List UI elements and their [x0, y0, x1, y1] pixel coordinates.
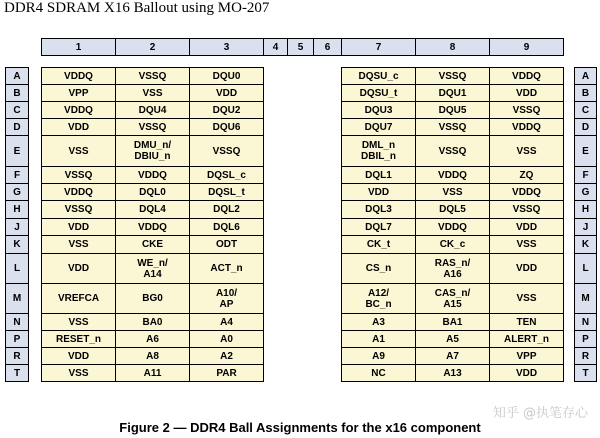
column-header-5: 5 — [287, 38, 314, 56]
row-label-right-D: D — [574, 118, 597, 136]
ball-J1: VDD — [41, 218, 116, 236]
ball-L7: CS_n — [341, 253, 416, 284]
ball-N8: BA1 — [415, 313, 490, 331]
ball-F3: DQSL_c — [189, 166, 264, 184]
row-label-left-F: F — [5, 166, 29, 184]
row-label-left-A: A — [5, 67, 29, 85]
ball-M3: A10/ AP — [189, 283, 264, 314]
row-label-right-A: A — [574, 67, 597, 85]
ball-R7: A9 — [341, 347, 416, 365]
ball-H7: DQL3 — [341, 200, 416, 219]
row-label-left-L: L — [5, 253, 29, 284]
ball-A2: VSSQ — [115, 67, 190, 85]
ball-T7: NC — [341, 364, 416, 382]
column-header-2: 2 — [115, 38, 190, 56]
ball-C1: VDDQ — [41, 101, 116, 119]
row-label-left-H: H — [5, 200, 29, 219]
ball-B8: DQU1 — [415, 84, 490, 102]
ball-P1: RESET_n — [41, 330, 116, 348]
ball-N2: BA0 — [115, 313, 190, 331]
ball-H1: VSSQ — [41, 200, 116, 219]
ball-D8: VSSQ — [415, 118, 490, 136]
ball-L3: ACT_n — [189, 253, 264, 284]
ball-E3: VSSQ — [189, 135, 264, 167]
ball-R9: VPP — [489, 347, 564, 365]
ball-M2: BG0 — [115, 283, 190, 314]
ball-J7: DQL7 — [341, 218, 416, 236]
ball-P8: A5 — [415, 330, 490, 348]
ball-A9: VDDQ — [489, 67, 564, 85]
ball-F9: ZQ — [489, 166, 564, 184]
ball-D9: VDDQ — [489, 118, 564, 136]
ball-K8: CK_c — [415, 235, 490, 254]
ball-G1: VDDQ — [41, 183, 116, 201]
column-header-6: 6 — [313, 38, 342, 56]
ball-C8: DQU5 — [415, 101, 490, 119]
column-header-3: 3 — [189, 38, 264, 56]
ball-L8: RAS_n/ A16 — [415, 253, 490, 284]
ball-L1: VDD — [41, 253, 116, 284]
ball-C9: VSSQ — [489, 101, 564, 119]
column-header-4: 4 — [263, 38, 288, 56]
row-label-left-J: J — [5, 218, 29, 236]
row-label-right-C: C — [574, 101, 597, 119]
ball-T9: VDD — [489, 364, 564, 382]
column-header-1: 1 — [41, 38, 116, 56]
row-label-right-P: P — [574, 330, 597, 348]
ball-A8: VSSQ — [415, 67, 490, 85]
ball-C7: DQU3 — [341, 101, 416, 119]
ball-C2: DQU4 — [115, 101, 190, 119]
ball-P7: A1 — [341, 330, 416, 348]
row-label-right-G: G — [574, 183, 597, 201]
ball-P3: A0 — [189, 330, 264, 348]
row-label-left-B: B — [5, 84, 29, 102]
ball-R3: A2 — [189, 347, 264, 365]
ball-A3: DQU0 — [189, 67, 264, 85]
ball-F2: VDDQ — [115, 166, 190, 184]
ball-M8: CAS_n/ A15 — [415, 283, 490, 314]
ball-P9: ALERT_n — [489, 330, 564, 348]
row-label-left-D: D — [5, 118, 29, 136]
ball-J3: DQL6 — [189, 218, 264, 236]
ball-A7: DQSU_c — [341, 67, 416, 85]
ball-N1: VSS — [41, 313, 116, 331]
row-label-left-N: N — [5, 313, 29, 331]
ball-J9: VDD — [489, 218, 564, 236]
ball-B1: VPP — [41, 84, 116, 102]
ball-R8: A7 — [415, 347, 490, 365]
ball-K7: CK_t — [341, 235, 416, 254]
ball-K2: CKE — [115, 235, 190, 254]
ball-E7: DML_n DBIL_n — [341, 135, 416, 167]
ball-B3: VDD — [189, 84, 264, 102]
row-label-left-E: E — [5, 135, 29, 167]
ball-N7: A3 — [341, 313, 416, 331]
ball-F8: VDDQ — [415, 166, 490, 184]
row-label-left-P: P — [5, 330, 29, 348]
ball-N3: A4 — [189, 313, 264, 331]
ball-T3: PAR — [189, 364, 264, 382]
ball-L2: WE_n/ A14 — [115, 253, 190, 284]
ball-K3: ODT — [189, 235, 264, 254]
ball-K9: VSS — [489, 235, 564, 254]
row-label-right-E: E — [574, 135, 597, 167]
ball-B2: VSS — [115, 84, 190, 102]
row-label-left-K: K — [5, 235, 29, 254]
ball-R2: A8 — [115, 347, 190, 365]
ball-D3: DQU6 — [189, 118, 264, 136]
ball-M7: A12/ BC_n — [341, 283, 416, 314]
ball-D2: VSSQ — [115, 118, 190, 136]
row-label-right-R: R — [574, 347, 597, 365]
row-label-left-M: M — [5, 283, 29, 314]
row-label-right-H: H — [574, 200, 597, 219]
ball-B7: DQSU_t — [341, 84, 416, 102]
ball-H9: VSSQ — [489, 200, 564, 219]
ball-H8: DQL5 — [415, 200, 490, 219]
column-header-8: 8 — [415, 38, 490, 56]
ball-F1: VSSQ — [41, 166, 116, 184]
column-header-7: 7 — [341, 38, 416, 56]
row-label-left-T: T — [5, 364, 29, 382]
figure-caption: Figure 2 — DDR4 Ball Assignments for the x16 component — [119, 420, 481, 435]
ball-F7: DQL1 — [341, 166, 416, 184]
ball-R1: VDD — [41, 347, 116, 365]
ball-M1: VREFCA — [41, 283, 116, 314]
ball-B9: VDD — [489, 84, 564, 102]
ball-T1: VSS — [41, 364, 116, 382]
row-label-left-R: R — [5, 347, 29, 365]
row-label-left-G: G — [5, 183, 29, 201]
ball-H3: DQL2 — [189, 200, 264, 219]
row-label-left-C: C — [5, 101, 29, 119]
ball-G9: VDDQ — [489, 183, 564, 201]
ball-N9: TEN — [489, 313, 564, 331]
page-title: DDR4 SDRAM X16 Ballout using MO-207 — [4, 0, 270, 16]
ball-P2: A6 — [115, 330, 190, 348]
ball-K1: VSS — [41, 235, 116, 254]
row-label-right-J: J — [574, 218, 597, 236]
ball-E8: VSSQ — [415, 135, 490, 167]
ball-G7: VDD — [341, 183, 416, 201]
ball-A1: VDDQ — [41, 67, 116, 85]
ball-H2: DQL4 — [115, 200, 190, 219]
ball-E1: VSS — [41, 135, 116, 167]
ball-J8: VDDQ — [415, 218, 490, 236]
ball-T2: A11 — [115, 364, 190, 382]
ball-E2: DMU_n/ DBIU_n — [115, 135, 190, 167]
ball-D1: VDD — [41, 118, 116, 136]
ball-G2: DQL0 — [115, 183, 190, 201]
ball-T8: A13 — [415, 364, 490, 382]
ball-J2: VDDQ — [115, 218, 190, 236]
column-header-9: 9 — [489, 38, 564, 56]
watermark-text: 知乎 @执笔存心 — [492, 406, 588, 421]
row-label-right-T: T — [574, 364, 597, 382]
ball-C3: DQU2 — [189, 101, 264, 119]
ball-M9: VSS — [489, 283, 564, 314]
row-label-right-M: M — [574, 283, 597, 314]
ball-G8: VSS — [415, 183, 490, 201]
ball-L9: VDD — [489, 253, 564, 284]
row-label-right-B: B — [574, 84, 597, 102]
ball-G3: DQSL_t — [189, 183, 264, 201]
ball-E9: VSS — [489, 135, 564, 167]
row-label-right-N: N — [574, 313, 597, 331]
row-label-right-L: L — [574, 253, 597, 284]
ball-D7: DQU7 — [341, 118, 416, 136]
row-label-right-F: F — [574, 166, 597, 184]
row-label-right-K: K — [574, 235, 597, 254]
